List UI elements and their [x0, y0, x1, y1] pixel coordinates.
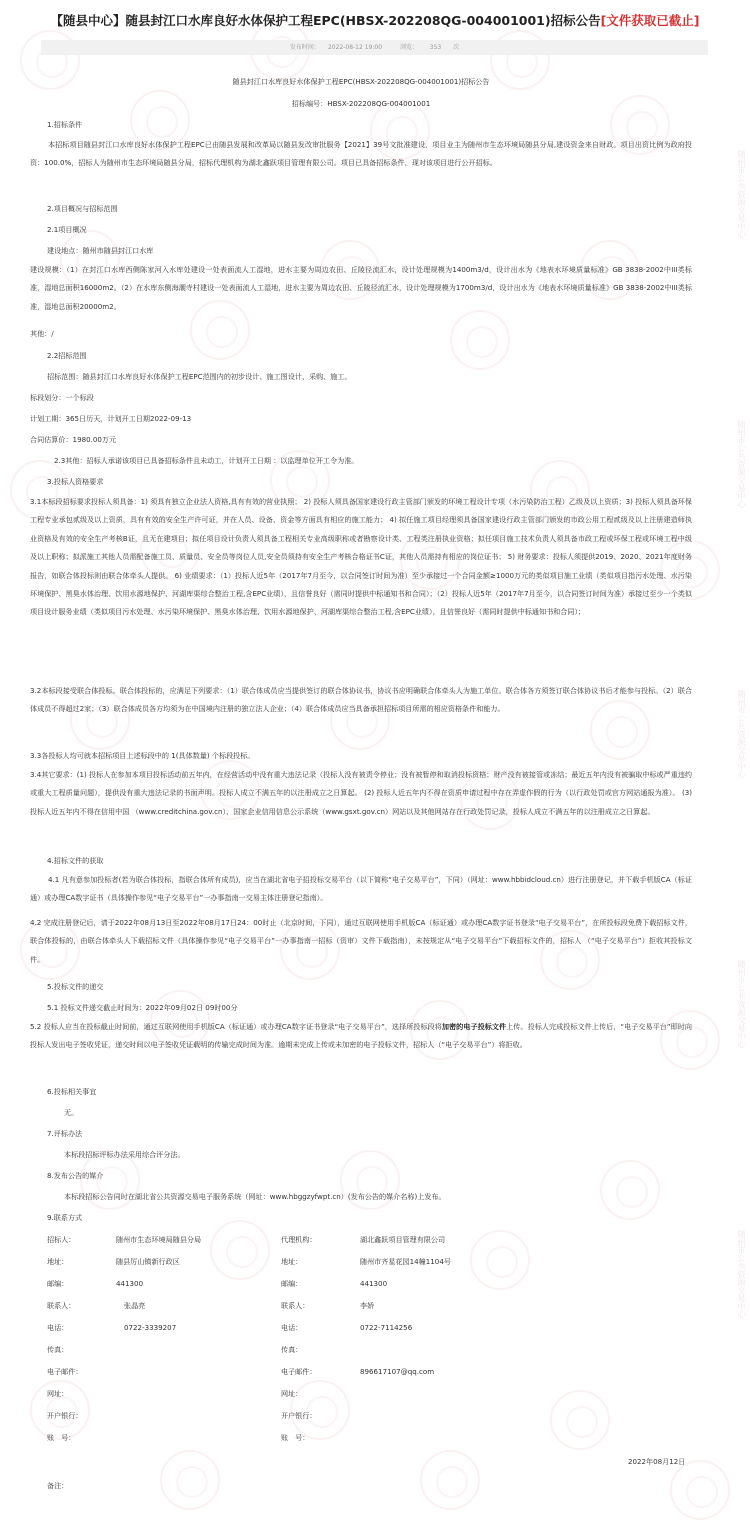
period-text: 计划工期：365日历天，计划开工日期2022-09-13	[30, 414, 192, 423]
contact-email: 896617107@qq.com	[360, 1367, 435, 1376]
watermark-layer: 随州市公共资源交易中心 随州市公共资源交易中心 随州市公共资源交易中心 随州市公共资源交易中心 随州市公共资源交易中心	[0, 0, 750, 1532]
doc-heading: 随县封江口水库良好水体保护工程EPC(HBSX-202208QG-004001001)招标公告	[232, 77, 490, 86]
bid-number: 招标编号：HBSX-202208QG-004001001	[291, 99, 431, 108]
section-2-2-title: 2.2招标范围	[47, 351, 87, 360]
section-7-title: 7.评标办法	[47, 1129, 83, 1138]
section-5-2-body: 5.2 投标人应当在投标截止时间前，通过互联网使用手机版CA（标证通）或办理CA数字证书登录“电子交易平台”，选择所投标段将加密的电子投标文件上传。投标人完成投标文件上传后，“电子交易平台”即时向投标人发出电子签收凭证，递交时间以电子签收凭证载明的传输完成时间为准。逾期未完成上传或未加密的电子投标文件，招标人（“电子交易平台”）将拒收。	[30, 1022, 693, 1050]
section-8-body: 本标段招标公告同时在湖北省公共资源交易电子服务系统（网址：www.hbggzyfwpt.cn）(发布公告的媒介名称)上发布。	[64, 1192, 446, 1201]
section-1-body: 本招标项目随县封江口水库良好水体保护工程EPC已由随县发展和改革局以随县发改审批服务【2021】39号文批准建设，项目业主为随州市生态环境局随县分局,建设资金来自财政。项目出资比例为政府投资：100.0%，招标人为随州市生态环境局随县分局，招标代理机构为湖北鑫跃项目管理有限公司。项目已具备招标条件，现对该项目进行公开招标。	[30, 140, 692, 168]
section-3-2-body: 3.2本标段接受联合体投标。联合体投标的，应满足下列要求：（1）联合体成员应当提供签订的联合体协议书，协议书应明确联合体牵头人为施工单位。联合体各方须签订联合体协议书后才能参与投标。（2）联合体成员不得超过2家；（3）联合体成员各方均须为在中国境内注册的独立法人企业；（4）联合体成员应当具备承担招标项目所需的相应资格条件和能力。	[30, 686, 692, 714]
other-text: 其他：/	[30, 329, 54, 338]
section-4-2-body: 4.2 完成注册登记后，请于2022年08月13日至2022年08月17日24：00时止（北京时间，下同），通过互联网使用手机版CA（标证通）或办理CA数字证书登录“电子交易平台”，在所投标段免费下载招标文件，联合体投标的，由联合体牵头人下载招标文件（具体操作参见“电子交易平台”一办事指南一招标（资审）文件下载指南），未按规定从“电子交易平台”下载招标文件的，招标人 （“电子交易平台”）拒收其投标文件。	[30, 918, 692, 964]
section-2-1-title: 2.1项目概况	[47, 225, 87, 234]
section-2-title: 2.项目概况与招标范围	[47, 204, 118, 213]
section-6-body: 无。	[64, 1108, 79, 1117]
section-5-1-text: 5.1 投标文件递交截止时间为：2022年09月02日 09时00分	[47, 1003, 238, 1012]
title-status-badge: [文件获取已截止]	[600, 13, 700, 28]
views-info: 浏览： 353 次	[399, 44, 460, 51]
section-3-3-text: 3.3各投标人均可就本招标项目上述标段中的 1(具体数量) 个标段投标。	[30, 751, 255, 760]
meta-bar	[41, 40, 708, 55]
title-main: 【随县中心】随县封江口水库良好水体保护工程EPC(HBSX-202208QG-004001001)招标公告	[50, 13, 601, 28]
location-text: 建设地点：随州市随县封江口水库	[47, 246, 154, 255]
section-2-3-text: 2.3其他：招标人承诺该项目已具备招标条件且未动工，计划开工日期 ：以监理单位开工令为准。	[54, 456, 359, 465]
estimate-text: 合同估算价：1980.00万元	[30, 435, 117, 444]
remark-label: 备注：	[47, 1481, 69, 1490]
section-7-body: 本标段招标评标办法采用综合评分法。	[64, 1150, 185, 1159]
section-4-title: 4.招标文件的获取	[47, 856, 104, 865]
publish-info: 发布时间： 2022-08-12 19:00	[289, 44, 383, 51]
section-4-1-body: 4.1 凡有意参加投标者(若为联合体投标，指联合体所有成员)，应当在湖北省电子招投标交易平台（以下简称“电子交易平台”，下同）（网址：www.hbbidcloud.cn）进行注册登记，并下载手机版CA（标证通）或办理CA数字证书（具体操作参见“电子交易平台”一办事指南一交易主体注册登记指南）。	[30, 875, 692, 903]
section-5-title: 5.投标文件的递交	[47, 982, 104, 991]
section-3-4-body: 3.4其它要求：(1) 投标人在参加本项目投标活动前五年内，在经营活动中没有重大违法记录（投标人没有被责令停业；没有被暂停和取消投标资格；财产没有被接管或冻结；最近五年内没有被骗取中标或严重违约或重大工程质量问题），提供没有重大违法记录的书面声明。投标人成立不满五年的以注册成立之日算起。 (2) 投标人近五年内不得在资质申请过程中存在弄虚作假的行为（以行政处罚或官方网站通报为准）。 (3) 投标人近五年内不得在信用中国 （www.creditchina.gov.cn）、国家企业信用信息公示系统（www.gsxt.gov.cn）网站以及其他网站存在行政处罚记录，投标人成立不满五年的以注册成立之日算起。	[30, 770, 693, 816]
scope-text: 招标范围：随县封江口水库良好水体保护工程EPC范围内的初步设计、施工图设计、采购、施工。	[47, 372, 352, 381]
section-8-title: 8.发布公告的媒介	[47, 1171, 104, 1180]
announcement-date: 2022年08月12日	[628, 1457, 686, 1466]
scale-text: 建设规模：（1）在封江口水库西侧陈家河入水库处建设一处表面流人工湿地，进水主要为周边农田、丘陵径流汇水，设计处理规模为1400m3/d，设计出水为《地表水环境质量标准》GB 3838-2002中III类标准，湿地总面积16000m2。（2）在水库东侧海潮寺村建设一处表面流人工湿地，进水主要为周边农田、丘陵径流汇水，设计处理规模为1700m3/d，设计出水为《地表水环境质量标准》GB 3838-2002中III类标准，湿地总面积20000m2。	[30, 265, 692, 311]
section-3-title: 3.投标人资格要求	[47, 477, 104, 486]
encrypted-file-emphasis: 加密的电子投标文件	[441, 1022, 507, 1031]
section-9-title: 9.联系方式	[47, 1213, 83, 1222]
section-1-title: 1.招标条件	[47, 120, 83, 129]
page-title	[0, 11, 750, 29]
section-3-1-body: 3.1本标段招标要求投标人须具备：1) 须具有独立企业法人资格,具有有效的营业执照； 2) 投标人须具备国家建设行政主管部门颁发的环境工程设计专项（水污染防治工程）乙级及以上资质；3) 投标人须具备环保工程专业承包贰级及以上资质，具有有效的安全生产许可证，并在人员、设备、资金等方面具有相应的施工能力； 4) 拟任施工项目经理须具备国家建设行政主管部门颁发的市政公用工程贰级及以上注册建造师执业资格及有效的安全生产考核B证，且无在建项目；拟任项目设计负责人须具备工程相关专业高级职称或者勘察设计类、工程类注册执业资格；拟任项目施工技术负责人须具备市政工程或环保工程或环境工程中级及以上职称；拟派施工其他人员需配备施工员、质量员、安全员等岗位人员,安全员须持有安全生产考核合格证书C证，其他人员需持有相应的岗位证书； 5) 财务要求：投标人须提供2019、2020、2021年度财务报告，如联合体投标则由联合体牵头人提供。 6) 业绩要求：（1）投标人近5年（2017年7月至今，以合同签订时间为准）至少承接过一个合同金额≥1000万元的类似项目施工业绩（类似项目指污水处理、水污染环境保护、黑臭水体治理、饮用水源地保护、河湖库渠综合整治工程,含EPC业绩），且信誉良好（需同时提供中标通知书和合同）；（2）投标人近5年（2017年7月至今，以合同签订时间为准）承接过至少一个类似项目设计服务业绩（类似项目污水处理、水污染环境保护、黑臭水体治理、饮用水源地保护、河湖库渠综合整治工程,含EPC业绩），且信誉良好（需同时提供中标通知书和合同）；	[30, 497, 692, 617]
sections-text: 标段划分：一个标段	[30, 393, 94, 402]
section-6-title: 6.投标相关事宜	[47, 1087, 97, 1096]
